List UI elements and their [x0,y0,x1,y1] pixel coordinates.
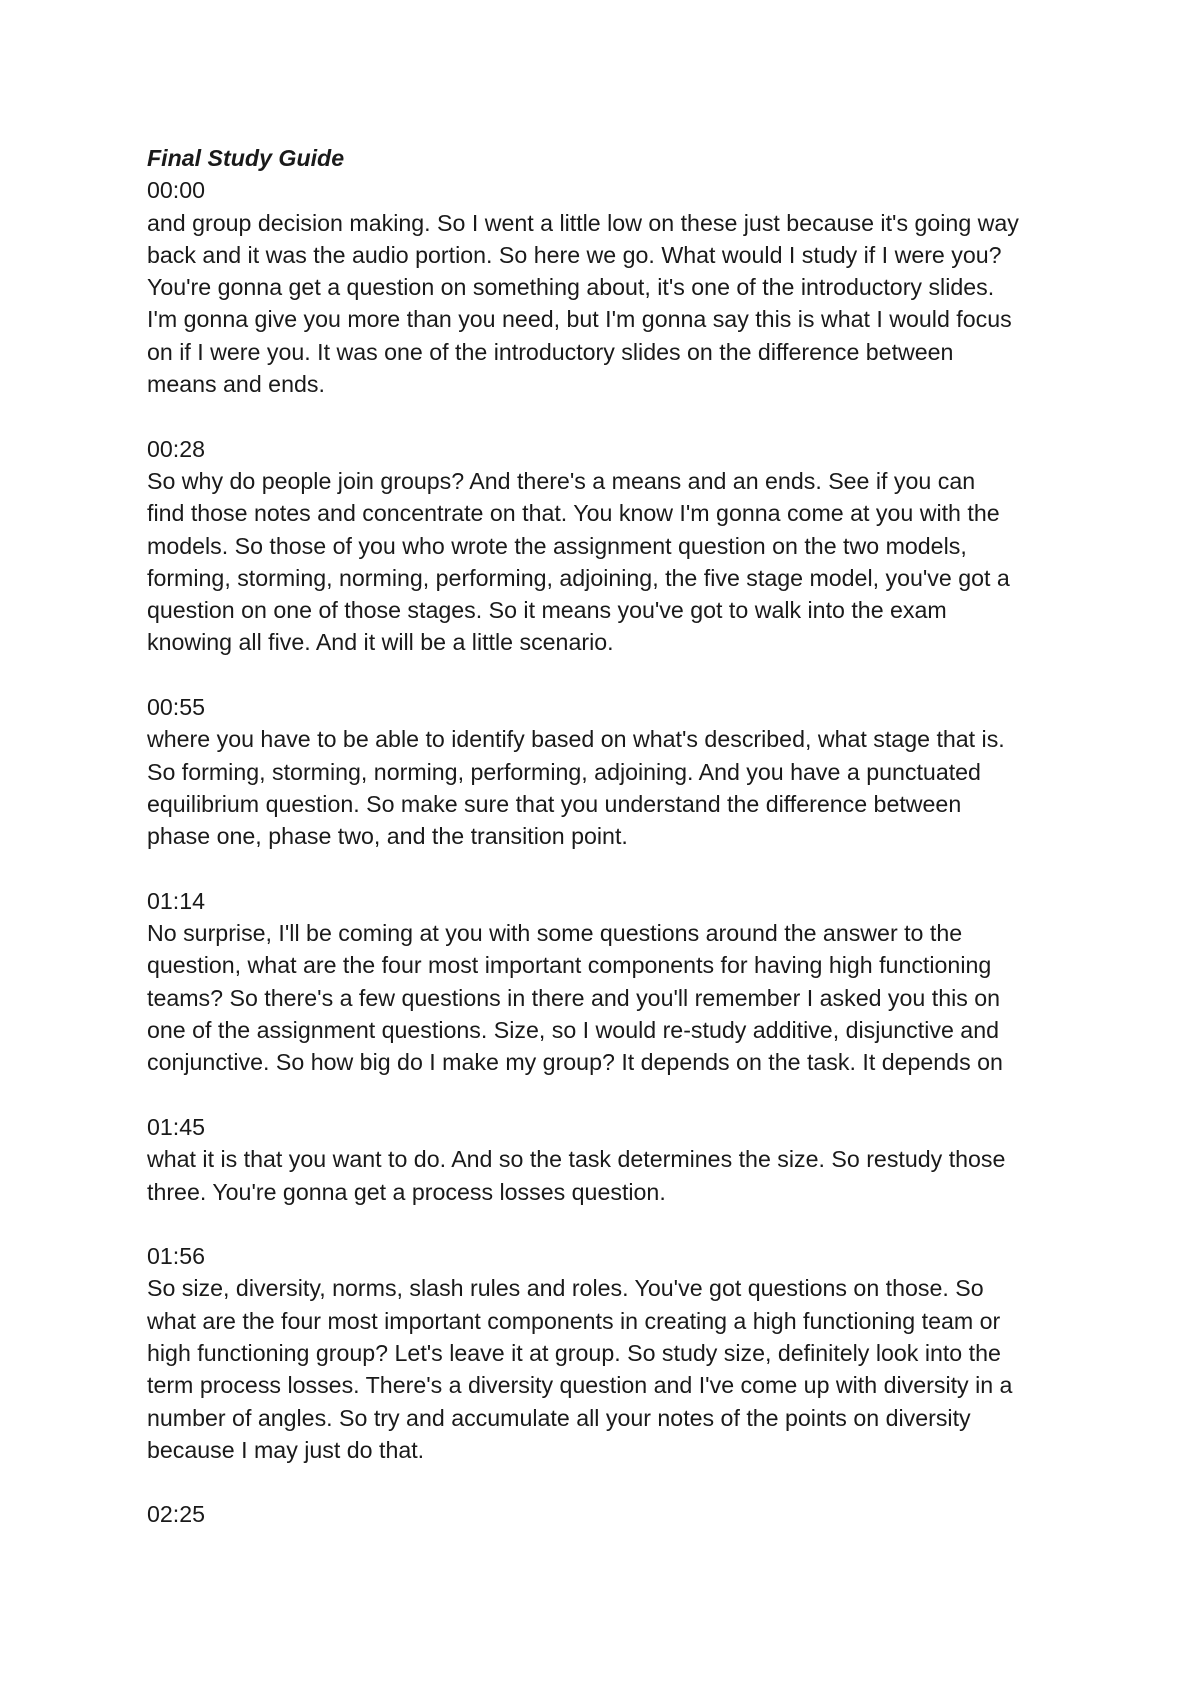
transcript-segment [147,1111,1077,1208]
segment-line: No surprise, I'll be coming at you with some questions around the answer to the [147,920,963,947]
segment-timestamp: 00:55 [147,694,206,721]
segment-line: So size, diversity, norms, slash rules and roles. You've got questions on those. So [147,1275,984,1302]
segment-timestamp: 02:25 [147,1501,206,1528]
segment-line: find those notes and concentrate on that. You know I'm gonna come at you with the [147,500,1000,527]
segment-line: what are the four most important components in creating a high functioning team or [147,1307,1001,1334]
segment-line: forming, storming, norming, performing, adjoining, the five stage model, you've got a [147,564,1010,591]
segment-line: what it is that you want to do. And so the task determines the size. So restudy those [147,1146,1006,1173]
segment-line: where you have to be able to identify based on what's described, what stage that is. [147,726,1005,753]
document-page [147,142,1077,1563]
segment-line: term process losses. There's a diversity question and I've come up with diversity in a [147,1372,1013,1399]
segment-line: equilibrium question. So make sure that you understand the difference between [147,790,962,817]
segment-timestamp: 00:00 [147,177,206,204]
segment-line: high functioning group? Let's leave it at group. So study size, definitely look into the [147,1339,1001,1366]
segment-line: means and ends. [147,371,325,398]
transcript-segment [147,691,1077,852]
segment-line: three. You're gonna get a process losses question. [147,1178,666,1205]
transcript-segment [147,885,1077,1079]
segment-line: because I may just do that. [147,1436,425,1463]
transcript-segment [147,1498,1077,1530]
transcript-segment [147,433,1077,659]
transcript-segment [147,1240,1077,1466]
segment-timestamp: 01:14 [147,887,206,914]
segment-timestamp: 01:56 [147,1243,206,1270]
segment-line: question on one of those stages. So it means you've got to walk into the exam [147,597,947,624]
segment-line: on if I were you. It was one of the introductory slides on the difference between [147,338,954,365]
segment-line: So why do people join groups? And there's a means and an ends. See if you can [147,467,976,494]
segment-timestamp: 00:28 [147,435,206,462]
segment-line: You're gonna get a question on something about, it's one of the introductory slides. [147,274,995,301]
segment-line: back and it was the audio portion. So here we go. What would I study if I were you? [147,241,1002,268]
segment-line: one of the assignment questions. Size, so I would re-study additive, disjunctive and [147,1017,999,1044]
transcript-segment [147,174,1077,400]
segment-line: question, what are the four most important components for having high functioning [147,952,992,979]
segment-line: conjunctive. So how big do I make my group? It depends on the task. It depends on [147,1049,1003,1076]
segment-line: phase one, phase two, and the transition point. [147,823,628,850]
segment-line: teams? So there's a few questions in there and you'll remember I asked you this on [147,984,1001,1011]
segment-line: and group decision making. So I went a little low on these just because it's going way [147,209,1019,236]
segment-timestamp: 01:45 [147,1113,206,1140]
document-title: Final Study Guide [147,145,345,171]
segment-line: knowing all five. And it will be a little scenario. [147,629,614,656]
segment-line: So forming, storming, norming, performing, adjoining. And you have a punctuated [147,758,981,785]
segment-line: models. So those of you who wrote the assignment question on the two models, [147,532,967,559]
segment-line: I'm gonna give you more than you need, but I'm gonna say this is what I would focus [147,306,1012,333]
segment-line: number of angles. So try and accumulate all your notes of the points on diversity [147,1404,971,1431]
